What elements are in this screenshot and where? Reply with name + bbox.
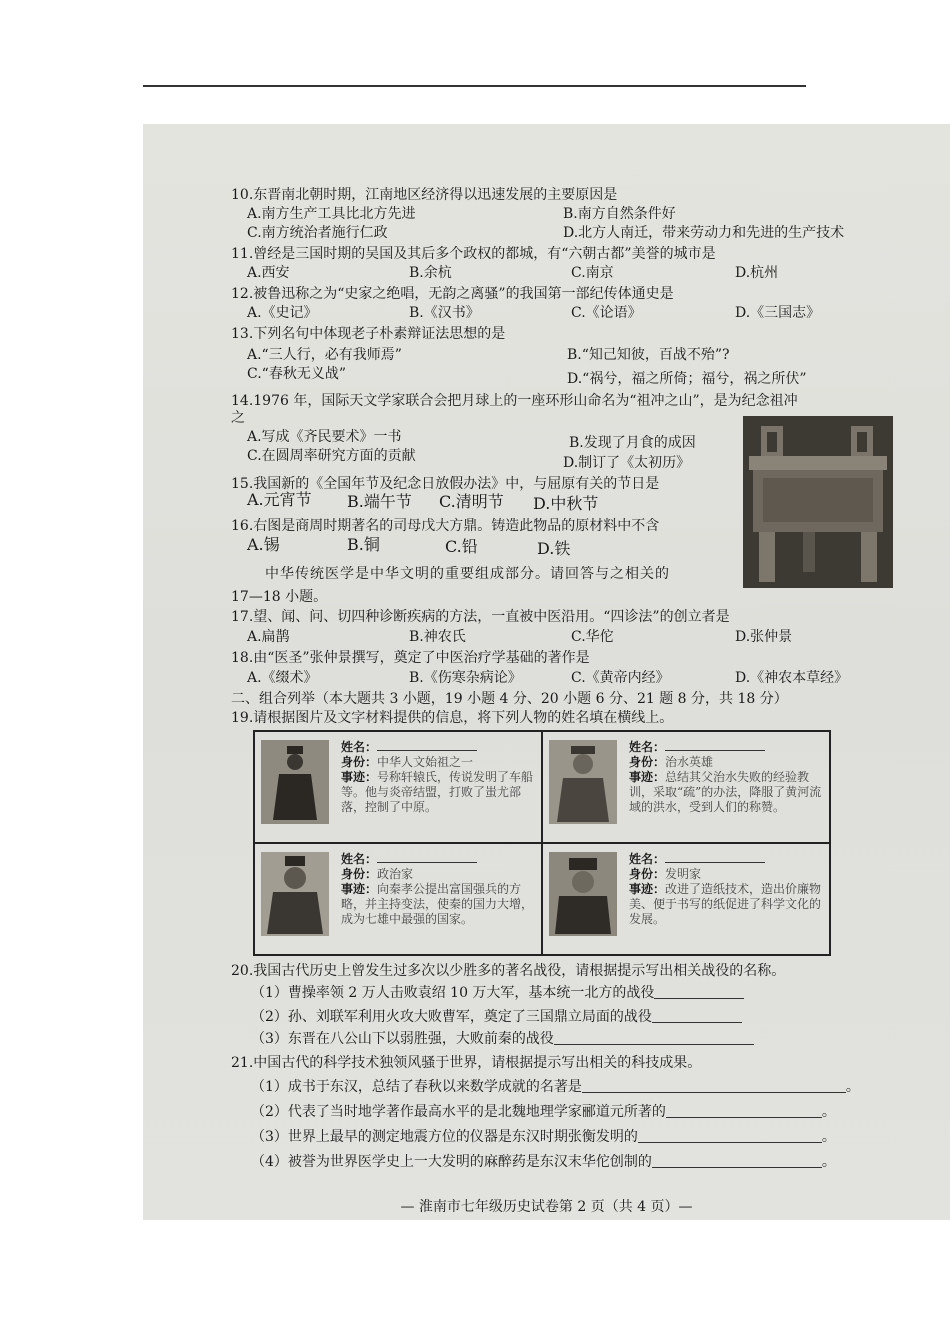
q19-card (254, 843, 542, 955)
q12-option-d: D.《三国志》 (735, 305, 821, 321)
q13-option-a: A.“三人行，必有我师焉” (247, 347, 402, 363)
answer-blank[interactable] (638, 1128, 822, 1143)
q21-part-4-text: （4）被誉为世界医学史上一大发明的麻醉药是东汉末华佗创制的 (251, 1154, 652, 1170)
q15-option-b: B.端午节 (347, 492, 412, 511)
q11-option-d: D.杭州 (735, 265, 779, 281)
name-blank[interactable] (377, 850, 477, 863)
q14-stem-cont: 之 (231, 410, 245, 426)
q13-stem: 13.下列名句中体现老子朴素辩证法思想的是 (231, 326, 506, 342)
name-label: 姓名： (341, 740, 378, 754)
top-rule (143, 85, 806, 87)
q19-card (542, 731, 830, 843)
answer-blank[interactable] (666, 1103, 822, 1118)
section-2-heading: 二、组合列举（本大题共 3 小题，19 小题 4 分、20 小题 6 分、21 题 8 分，共 18 分） (231, 691, 788, 707)
q13-option-b: B.“知己知彼，百战不殆”? (567, 347, 730, 363)
medicine-intro-cont: 17—18 小题。 (231, 589, 328, 605)
q20-part-3 (251, 1030, 754, 1048)
q21-part-2-text: （2）代表了当时地学著作最高水平的是北魏地理学家郦道元所著的 (251, 1104, 666, 1120)
q12-option-c: C.《论语》 (571, 305, 642, 321)
q16-option-a: A.锡 (247, 535, 280, 554)
q16-option-c: C.铅 (445, 537, 478, 556)
q14-option-a: A.写成《齐民要术》一书 (247, 429, 402, 445)
q16-option-b: B.铜 (347, 535, 380, 554)
answer-blank[interactable] (652, 1153, 822, 1168)
q10-option-b: B.南方自然条件好 (563, 206, 676, 222)
q21-part-3-text: （3）世界上最早的测定地震方位的仪器是东汉时期张衡发明的 (251, 1129, 638, 1145)
q18-stem: 18.由“医圣”张仲景撰写，奠定了中医治疗学基础的著作是 (231, 650, 590, 666)
q11-option-a: A.西安 (247, 265, 290, 281)
q14-option-c: C.在圆周率研究方面的贡献 (247, 448, 416, 464)
q18-option-d: D.《神农本草经》 (735, 670, 849, 686)
deeds-label: 事迹： (629, 770, 666, 784)
portrait-image (549, 740, 617, 824)
portrait-image (261, 852, 329, 936)
answer-blank[interactable] (654, 984, 744, 999)
answer-blank[interactable] (582, 1078, 846, 1093)
q10-option-a: A.南方生产工具比北方先进 (247, 206, 416, 222)
q14-option-d: D.制订了《太初历》 (563, 455, 691, 471)
deeds-label: 事迹： (341, 770, 378, 784)
deeds-label: 事迹： (629, 882, 666, 896)
q19-stem: 19.请根据图片及文字材料提供的信息，将下列人物的姓名填在横线上。 (231, 710, 674, 726)
q12-option-b: B.《汉书》 (409, 305, 480, 321)
name-label: 姓名： (629, 852, 666, 866)
identity-label: 身份： (341, 755, 378, 769)
q12-option-a: A.《史记》 (247, 305, 318, 321)
q14-option-b: B.发现了月食的成因 (569, 435, 696, 451)
identity-value: 政治家 (377, 867, 414, 881)
q11-stem: 11.曾经是三国时期的吴国及其后多个政权的都城，有“六朝古都”美誉的城市是 (231, 246, 716, 262)
q20-part-1 (251, 984, 744, 1002)
q15-option-a: A.元宵节 (247, 490, 312, 509)
q17-option-b: B.神农氏 (409, 629, 466, 645)
name-label: 姓名： (341, 852, 378, 866)
identity-value: 治水英雄 (665, 755, 714, 769)
q17-stem: 17.望、闻、问、切四种诊断疾病的方法，一直被中医沿用。“四诊法”的创立者是 (231, 609, 730, 625)
q18-option-c: C.《黄帝内经》 (571, 670, 670, 686)
q13-option-c: C.“春秋无义战” (247, 366, 346, 382)
q15-option-d: D.中秋节 (533, 494, 599, 513)
q20-stem: 20.我国古代历史上曾发生过多次以少胜多的著名战役，请根据提示写出相关战役的名称。 (231, 963, 786, 979)
q14-stem: 14.1976 年，国际天文学家联合会把月球上的一座环形山命名为“祖冲之山”，是为纪念祖冲 (231, 393, 798, 409)
q18-option-b: B.《伤寒杂病论》 (409, 670, 522, 686)
q12-stem: 12.被鲁迅称之为“史家之绝唱，无韵之离骚”的我国第一部纪传体通史是 (231, 286, 674, 302)
period-mark: 。 (821, 1129, 836, 1145)
q10-option-c: C.南方统治者施行仁政 (247, 225, 388, 241)
identity-label: 身份： (341, 867, 378, 881)
identity-value: 中华人文始祖之一 (377, 755, 474, 769)
q18-option-a: A.《缀术》 (247, 670, 318, 686)
name-label: 姓名： (629, 740, 666, 754)
q19-figure-table (253, 730, 831, 956)
q16-option-d: D.铁 (537, 539, 571, 558)
period-mark: 。 (821, 1104, 836, 1120)
bronze-ding-image (743, 416, 893, 588)
q15-option-c: C.清明节 (439, 492, 504, 511)
answer-blank[interactable] (652, 1008, 742, 1023)
name-blank[interactable] (377, 738, 477, 751)
portrait-image (261, 740, 329, 824)
q17-option-c: C.华佗 (571, 629, 614, 645)
q21-part-1-text: （1）成书于东汉，总结了春秋以来数学成就的名著是 (251, 1079, 582, 1095)
q19-card (542, 843, 830, 955)
q16-stem: 16.右图是商周时期著名的司母戊大方鼎。铸造此物品的原材料中不含 (231, 518, 660, 534)
q17-option-a: A.扁鹊 (247, 629, 290, 645)
portrait-image (549, 852, 617, 936)
deeds-value: 总结其父治水失败的经验教训，采取“疏”的办法，降服了黄河流域的洪水，受到人们的称赞。 (629, 770, 822, 814)
deeds-value: 向秦孝公提出富国强兵的方略，并主持变法，使秦的国力大增，成为七雄中最强的国家。 (341, 882, 534, 926)
q11-option-b: B.余杭 (409, 265, 452, 281)
q20-part-2 (251, 1008, 742, 1026)
q10-stem: 10.东晋南北朝时期，江南地区经济得以迅速发展的主要原因是 (231, 187, 618, 203)
deeds-value: 号称轩辕氏，传说发明了车船等。他与炎帝结盟，打败了蚩尤部落，控制了中原。 (341, 770, 534, 814)
deeds-label: 事迹： (341, 882, 378, 896)
deeds-value: 改进了造纸技术，造出价廉物美、便于书写的纸促进了科学文化的发展。 (629, 882, 822, 926)
q15-stem: 15.我国新的《全国年节及纪念日放假办法》中，与屈原有关的节日是 (231, 476, 660, 492)
period-mark: 。 (845, 1079, 860, 1095)
identity-label: 身份： (629, 867, 666, 881)
q11-option-c: C.南京 (571, 265, 614, 281)
q21-stem: 21.中国古代的科学技术独领风骚于世界，请根据提示写出相关的科技成果。 (231, 1055, 702, 1071)
answer-blank[interactable] (554, 1030, 754, 1045)
q17-option-d: D.张仲景 (735, 629, 793, 645)
identity-value: 发明家 (665, 867, 702, 881)
identity-label: 身份： (629, 755, 666, 769)
q19-card (254, 731, 542, 843)
medicine-intro: 中华传统医学是中华文明的重要组成部分。请回答与之相关的 (265, 566, 670, 582)
q20-part-1-text: （1）曹操率领 2 万人击败袁绍 10 万大军，基本统一北方的战役 (251, 985, 655, 1001)
page-footer: — 淮南市七年级历史试卷第 2 页（共 4 页）— (400, 1199, 693, 1215)
q21-part-3 (251, 1128, 836, 1146)
period-mark: 。 (821, 1154, 836, 1170)
q10-option-d: D.北方人南迁，带来劳动力和先进的生产技术 (563, 225, 845, 241)
name-blank[interactable] (665, 850, 765, 863)
q21-part-1 (251, 1078, 860, 1096)
q20-part-2-text: （2）孙、刘联军利用火攻大败曹军，奠定了三国鼎立局面的战役 (251, 1009, 652, 1025)
q21-part-4 (251, 1153, 836, 1171)
exam-page (143, 124, 950, 1220)
name-blank[interactable] (665, 738, 765, 751)
q21-part-2 (251, 1103, 836, 1121)
q20-part-3-text: （3）东晋在八公山下以弱胜强，大败前秦的战役 (251, 1031, 554, 1047)
q13-option-d: D.“祸兮，福之所倚；福兮，祸之所伏” (567, 371, 807, 387)
